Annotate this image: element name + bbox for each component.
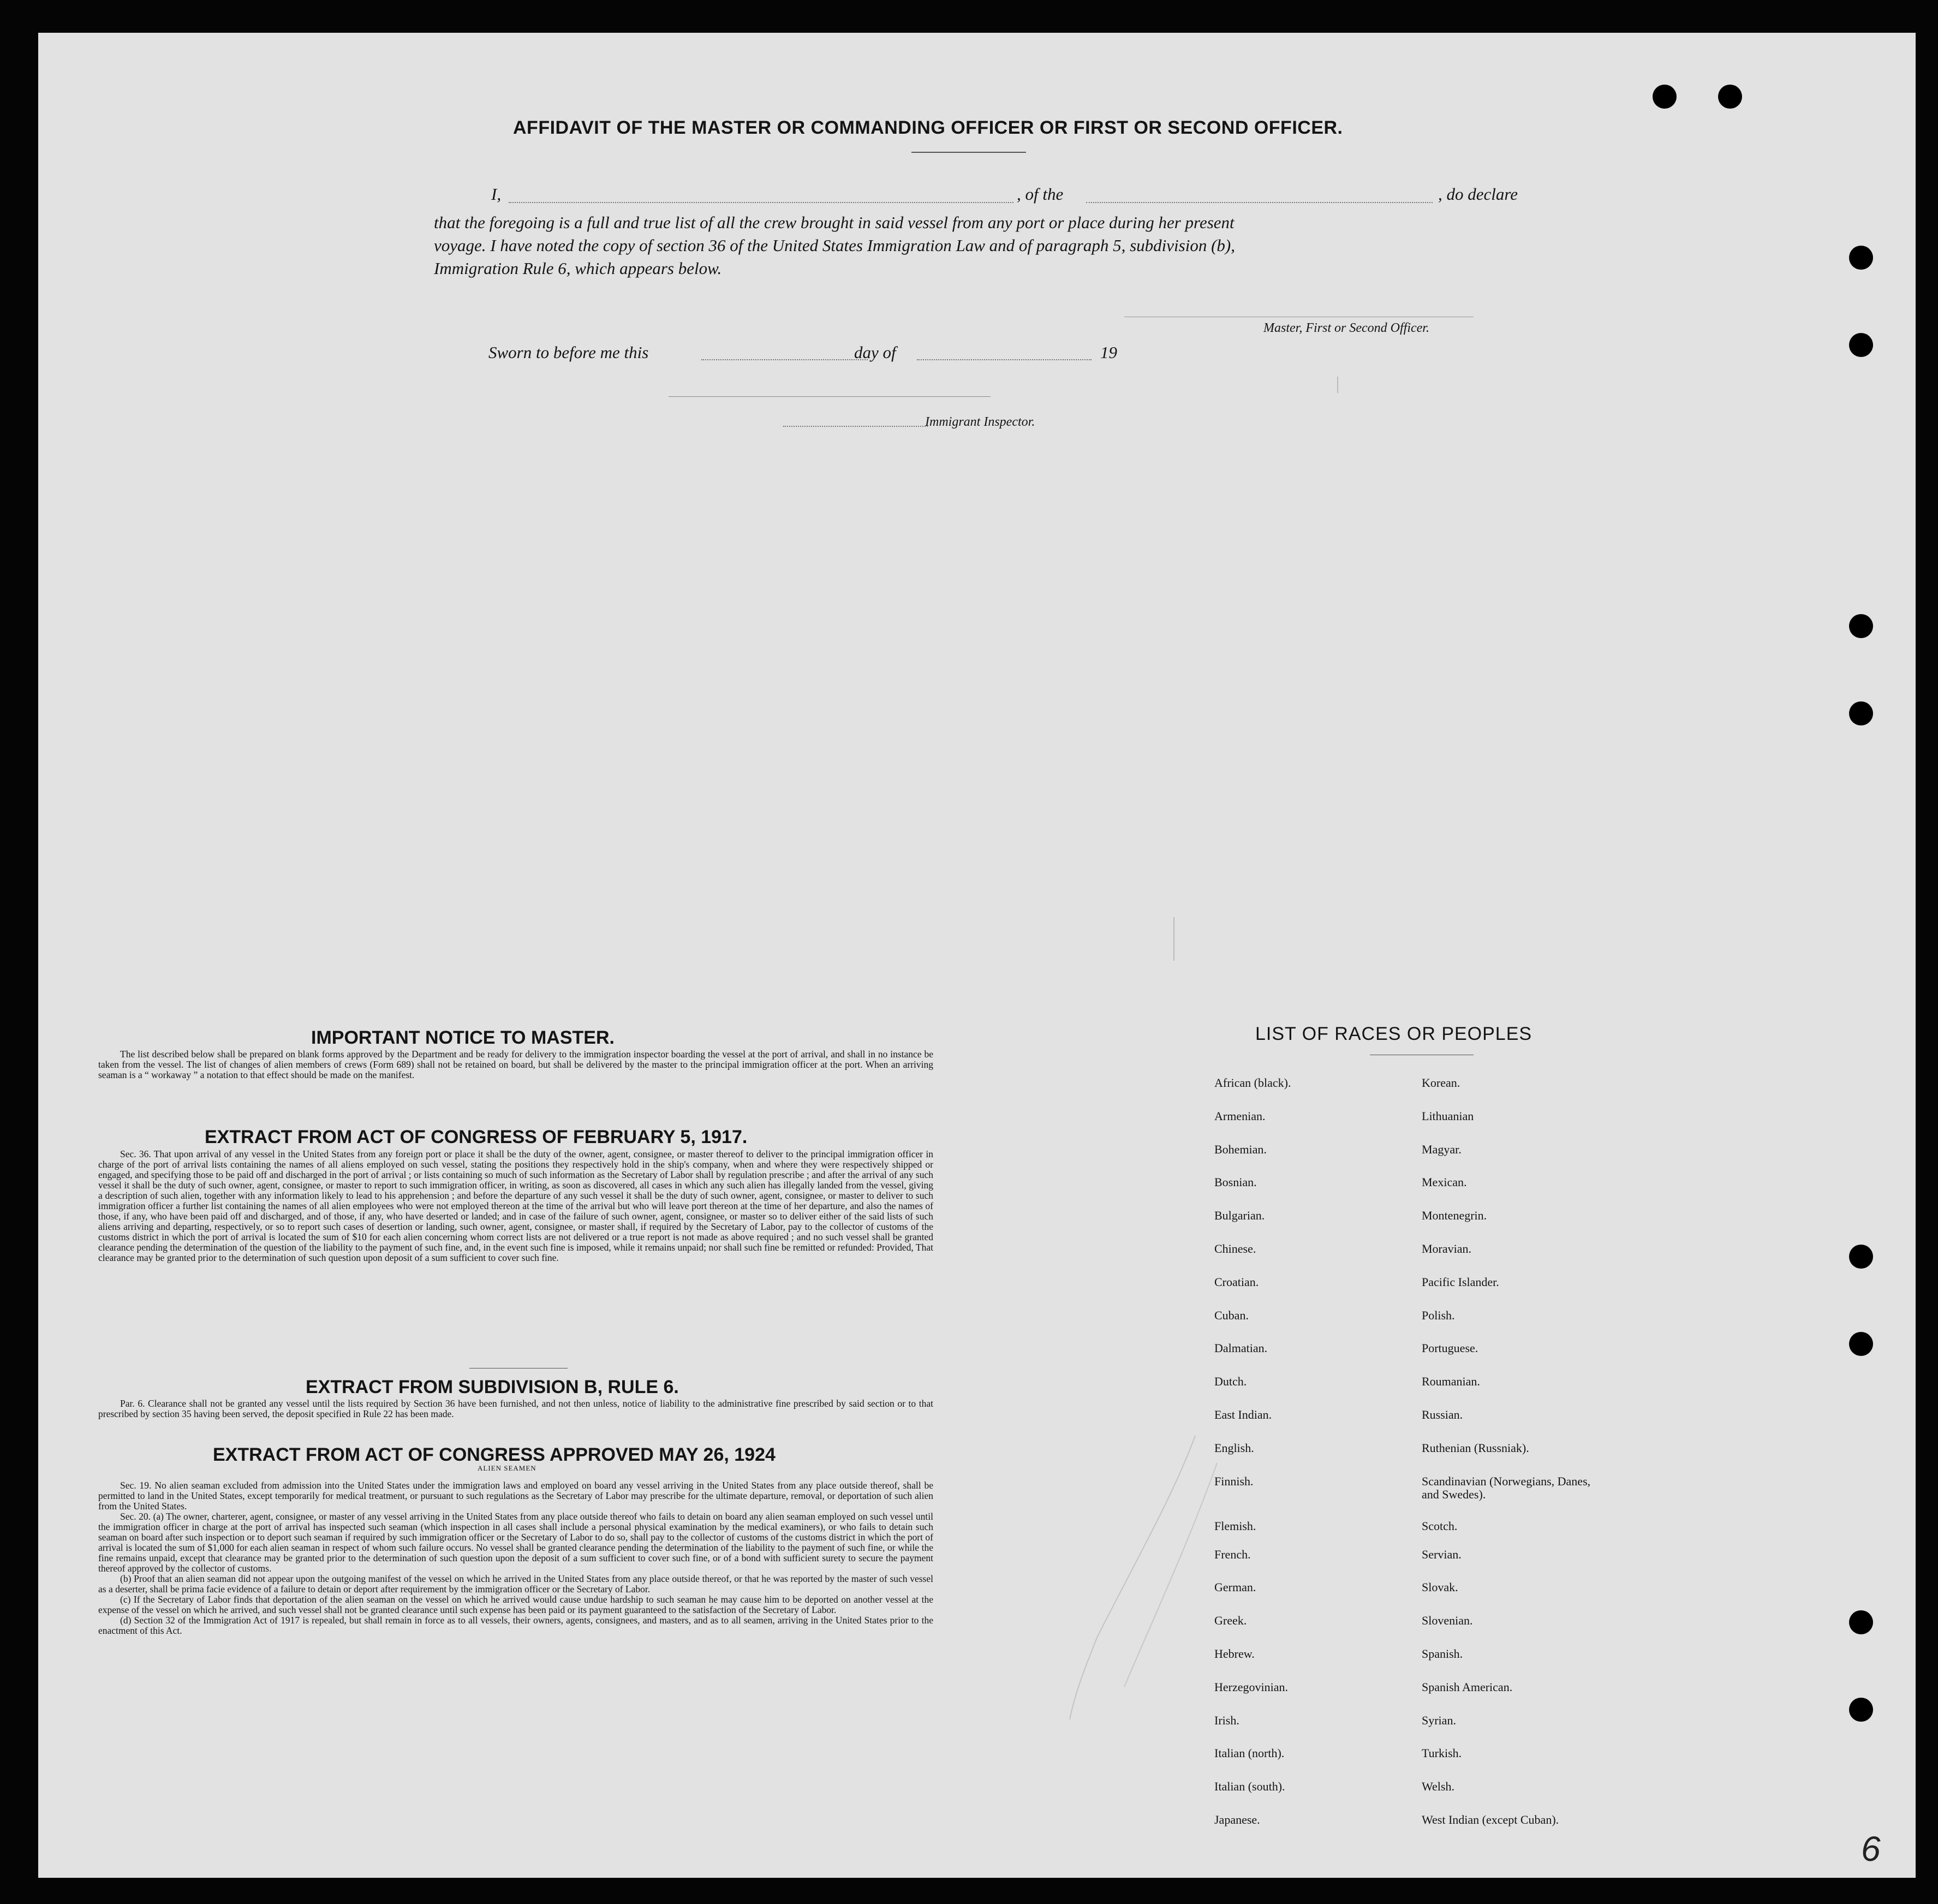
- punch-hole: [1849, 701, 1873, 725]
- race-item: Irish.: [1214, 1713, 1239, 1727]
- race-item: Herzegovinian.: [1214, 1680, 1288, 1694]
- race-item: East Indian.: [1214, 1407, 1272, 1421]
- section-20a-paragraph: Sec. 20. (a) The owner, charterer, agent, consignee, or master of any vessel arriving in the United States from any place outside thereof who fails to detain on board any alien seaman employed on such vessel until the immigration officer in charge at the port of arrival has inspected such seaman (which inspection in all cases shall include a personal physical examination by the medical examiners), or who fails to detain such seaman on board after such inspection or to deport such seaman if required by such immigration officer or the Secretary of Labor to do so, shall pay to the collector of customs of the customs district in which the port of arrival is located the sum of $1,000 for each alien seaman in respect of whom such failure occurs. No vessel shall be granted clearance pending the determination of the liability to the payment of such fine, or while the fine remains unpaid, except that clearance may be granted prior to the determination of such question upon the deposit of a sum sufficient to cover such fine, or of a bond with sufficient surety to secure the payment thereof approved by the collector of customs.: [98, 1511, 933, 1574]
- section-20c-paragraph: (c) If the Secretary of Labor finds that deportation of the alien seaman on the vessel on which he arrived would cause undue hardship to such seaman he may cause him to be deported on another vessel at the expense of the vessel on which he arrived, and such vessel shall not be granted clearance until such expense has been paid or its payment guaranteed to the satisfaction of the Secretary of Labor.: [98, 1594, 933, 1615]
- race-item: Syrian.: [1422, 1713, 1456, 1727]
- race-item: Chinese.: [1214, 1241, 1256, 1256]
- race-item: Hebrew.: [1214, 1646, 1255, 1661]
- race-item: Polish.: [1422, 1308, 1455, 1322]
- punch-hole: [1653, 85, 1677, 109]
- race-item: Japanese.: [1214, 1812, 1260, 1826]
- subdivision-text: [98, 1399, 933, 1419]
- race-item: Welsh.: [1422, 1780, 1454, 1794]
- race-item: Pacific Islander.: [1422, 1275, 1499, 1289]
- race-item: Croatian.: [1214, 1275, 1259, 1289]
- race-item: Spanish American.: [1422, 1680, 1513, 1694]
- sworn-month-field[interactable]: [917, 359, 1092, 360]
- inspector-dotted-line: [783, 426, 928, 427]
- race-item: Spanish.: [1422, 1646, 1463, 1661]
- punch-hole: [1849, 246, 1873, 270]
- alien-seamen-subtitle: ALIEN SEAMEN: [478, 1464, 536, 1472]
- master-signature-label: Master, First or Second Officer.: [1263, 321, 1429, 335]
- race-item-text: Scandinavian (Norwegians, Danes, and Swedes).: [1422, 1474, 1591, 1501]
- race-item: Magyar.: [1422, 1142, 1462, 1156]
- race-item: Korean.: [1422, 1076, 1460, 1090]
- extract-1924-text: [98, 1480, 933, 1636]
- section-19-paragraph: Sec. 19. No alien seaman excluded from admission into the United States under the immigration laws and employed on board any vessel arriving in the United States from any place outside thereof, shall be permitted to land in the United States, except temporarily for medical treatment, or pursuant to such regulations as the Secretary of Labor may prescribe for the ultimate departure, removal, or deportation of such alien from the United States.: [98, 1480, 933, 1512]
- section-20b-paragraph: (b) Proof that an alien seaman did not appear upon the outgoing manifest of the vessel on which he arrived in the United States from any place outside thereof, or that he was reported by the master of such vessel as a deserter, shall be prima facie evidence of a failure to detain or deport after requirement by the immigration officer or the Secretary of Labor.: [98, 1573, 933, 1594]
- race-item: Finnish.: [1214, 1474, 1254, 1488]
- race-item: Bohemian.: [1214, 1142, 1267, 1156]
- race-item: African (black).: [1214, 1076, 1291, 1090]
- race-item: Moravian.: [1422, 1241, 1472, 1256]
- punch-hole: [1849, 1245, 1873, 1269]
- race-item: Dutch.: [1214, 1375, 1247, 1389]
- section-36-paragraph: Sec. 36. That upon arrival of any vessel in the United States from any foreign port or place it shall be the duty of the owner, agent, consignee, or master thereof to deliver to the principal immigration officer in charge of the port of arrival lists containing the names of all aliens employed on such vessel, stating the positions they respectively hold in the ship's company, when and where they were respectively shipped or engaged, and specifying those to be paid off and discharged in the port of arrival ; or lists containing so much of such information as the Secretary of Labor shall by regulation prescribe ; and after the arrival of any such vessel it shall be the duty of such owner, agent, consignee, or master to report to such immigration officer, in writing, as soon as discovered, all cases in which any such alien has illegally landed from the vessel, giving a description of such alien, together with any information likely to lead to his apprehension ; and before the departure of any such vessel it shall be the duty of such owner, agent, consignee, or master to deliver to such immigration officer a further list containing the names of all alien employees who were not employed thereon at the time of the arrival but who will leave port thereon at the time of her departure, and also the names of those, if any, who have been paid off and discharged, and of those, if any, who have deserted or landed; and in case of the failure of such owner, agent, consignee, or master so to deliver either of the said lists of such aliens arriving and departing, respectively, or so to report such cases of desertion or landing, such owner, agent, consignee, or master shall, if required by the Secretary of Labor, pay to the collector of customs of the customs district in which the port of arrival is located the sum of $10 for each alien concerning whom correct lists are not delivered or a true report is not made as above required ; and no such vessel shall be granted clearance pending the determination of the question of the liability to the payment of such fine, and, in the event such fine is imposed, while it remains unpaid; nor shall such fine be remitted or refunded: Provided, That clearance may be granted prior to the determination of such question upon deposit of a sum sufficient to cover such fine.: [98, 1149, 933, 1263]
- race-item: English.: [1214, 1441, 1254, 1455]
- handwritten-page-number: 6: [1861, 1829, 1881, 1869]
- title-underline: [911, 152, 1026, 153]
- punch-hole: [1718, 85, 1742, 109]
- race-item: German.: [1214, 1580, 1256, 1594]
- race-item: Montenegrin.: [1422, 1209, 1487, 1223]
- race-item: Servian.: [1422, 1547, 1462, 1561]
- affidavit-i: I,: [491, 185, 502, 204]
- race-item: Ruthenian (Russniak).: [1422, 1441, 1529, 1455]
- bleed-through-mark: [1337, 377, 1338, 393]
- race-item: Turkish.: [1422, 1746, 1462, 1760]
- punch-hole: [1849, 1332, 1873, 1356]
- race-item: Russian.: [1422, 1407, 1463, 1421]
- affidavit-do-declare: , do declare: [1438, 185, 1518, 204]
- races-title: LIST OF RACES OR PEOPLES: [1255, 1024, 1532, 1044]
- notice-title: IMPORTANT NOTICE TO MASTER.: [311, 1027, 615, 1048]
- race-item: Slovenian.: [1422, 1614, 1473, 1628]
- affidavit-line-3: voyage. I have noted the copy of section 36 of the United States Immigration Law and of paragraph 5, subdivision (b),: [434, 236, 1235, 255]
- race-item: Roumanian.: [1422, 1375, 1480, 1389]
- document-page: [38, 33, 1916, 1878]
- sworn-label: Sworn to before me this: [488, 343, 649, 362]
- race-item: Italian (south).: [1214, 1780, 1285, 1794]
- race-item: Greek.: [1214, 1614, 1247, 1628]
- notice-paragraph: The list described below shall be prepared on blank forms approved by the Department and be ready for delivery to the immigration inspector boarding the vessel at the port of arrival, and shall in no instance be taken from the vessel. The list of changes of alien members of crews (Form 689) shall not be retained on board, but shall be delivered by the master to the principal immigration officer at the port. When an arriving seaman is a “ workaway ” a notation to that effect should be made on the manifest.: [98, 1049, 933, 1080]
- affidavit-title: AFFIDAVIT OF THE MASTER OR COMMANDING OFFICER OR FIRST OR SECOND OFFICER.: [513, 117, 1343, 138]
- year-label: 19: [1100, 343, 1117, 362]
- inspector-label: Immigrant Inspector.: [925, 415, 1035, 429]
- section-20d-paragraph: (d) Section 32 of the Immigration Act of 1917 is repealed, but shall remain in force as to all vessels, their owners, agents, consignees, and masters, and as to all seamen, arriving in the United States prior to the enactment of this Act.: [98, 1615, 933, 1636]
- affidavit-line-4: Immigration Rule 6, which appears below.: [434, 259, 722, 278]
- affidavit-of-the: , of the: [1017, 185, 1064, 204]
- race-item: Slovak.: [1422, 1580, 1458, 1594]
- race-item: West Indian (except Cuban).: [1422, 1812, 1559, 1826]
- race-item: Bulgarian.: [1214, 1209, 1265, 1223]
- punch-hole: [1849, 333, 1873, 357]
- race-item: Cuban.: [1214, 1308, 1249, 1322]
- race-item: Flemish.: [1214, 1519, 1256, 1533]
- affidavit-line-2: that the foregoing is a full and true list of all the crew brought in said vessel from any port or place during her present: [434, 213, 1235, 232]
- extract-1917-text: [98, 1149, 933, 1263]
- race-item: Lithuanian: [1422, 1109, 1474, 1123]
- day-of-label: day of: [854, 343, 896, 362]
- race-item: Italian (north).: [1214, 1746, 1285, 1760]
- pencil-scribble-mark: [1064, 1430, 1228, 1725]
- bleed-through-mark: [1173, 917, 1174, 961]
- inspector-signature-line: [669, 396, 991, 397]
- race-item: Armenian.: [1214, 1109, 1266, 1123]
- race-item: French.: [1214, 1547, 1251, 1561]
- extract-1924-title: EXTRACT FROM ACT OF CONGRESS APPROVED MAY 26, 1924: [213, 1444, 776, 1465]
- race-item: Portuguese.: [1422, 1341, 1478, 1355]
- races-right-column: [1422, 1076, 1602, 1847]
- notice-text: [98, 1049, 933, 1080]
- race-item: Scotch.: [1422, 1519, 1458, 1533]
- sworn-day-field[interactable]: [701, 359, 868, 360]
- paragraph-6: Par. 6. Clearance shall not be granted any vessel until the lists required by Section 36 have been furnished, and not then unless, notice of liability to the administrative fine prescribed by said section or to that prescribed by section 35 having been served, the deposit specified in Rule 22 has been made.: [98, 1398, 933, 1419]
- punch-hole: [1849, 614, 1873, 638]
- race-item-multiline: [1422, 1475, 1602, 1520]
- race-item: Mexican.: [1422, 1175, 1467, 1189]
- race-item: Bosnian.: [1214, 1175, 1257, 1189]
- extract-1917-title: EXTRACT FROM ACT OF CONGRESS OF FEBRUARY 5, 1917.: [205, 1127, 748, 1147]
- punch-hole: [1849, 1610, 1873, 1634]
- race-item: Dalmatian.: [1214, 1341, 1268, 1355]
- name-field[interactable]: [509, 202, 1013, 203]
- subdivision-title: EXTRACT FROM SUBDIVISION B, RULE 6.: [306, 1377, 679, 1397]
- punch-hole: [1849, 1698, 1873, 1722]
- vessel-field[interactable]: [1086, 202, 1433, 203]
